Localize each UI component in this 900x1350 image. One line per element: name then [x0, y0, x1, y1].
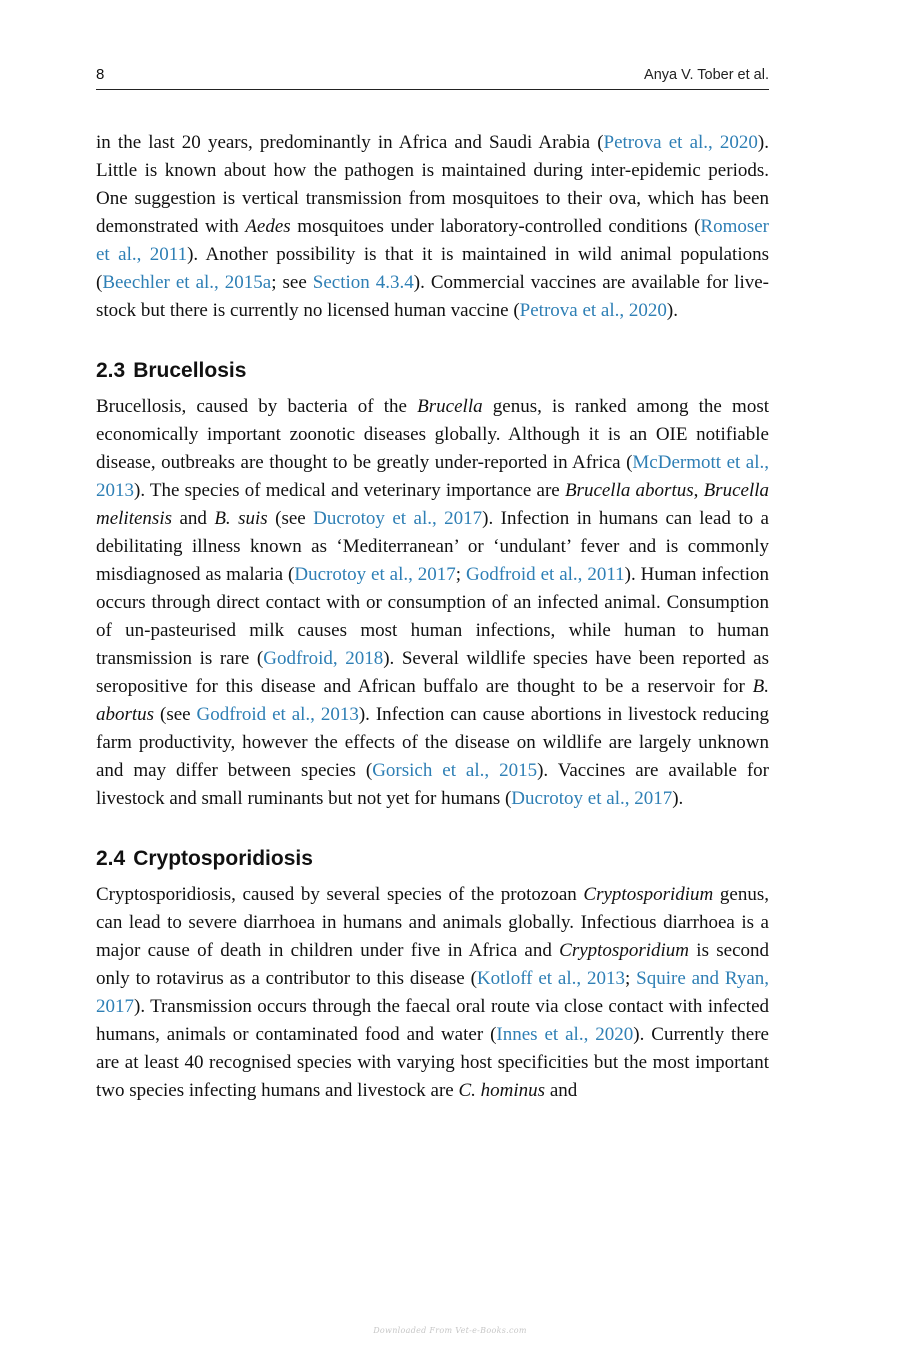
italic-species: Brucella abortus [564, 480, 694, 501]
citation-link[interactable]: Godfroid et al., 2011 [466, 564, 625, 585]
citation-link[interactable]: McDermott et al., 2013 [96, 452, 769, 501]
citation-link[interactable]: Godfroid et al., 2013 [196, 704, 359, 725]
italic-species: C. hominus [458, 1080, 546, 1101]
italic-species: B. suis [214, 508, 268, 529]
citation-link[interactable]: Beechler et al., 2015a [102, 272, 272, 293]
paragraph-rift-valley-fever-continued [96, 129, 769, 325]
body-text [96, 129, 769, 1105]
text: ). Vaccines are available for livestock and small ruminants but not yet for humans ( [96, 760, 769, 809]
running-head [96, 66, 769, 90]
section-number: 2.4 [96, 847, 126, 870]
text: Cryptosporidiosis, caused by several species of the protozoan [96, 884, 584, 905]
section-number: 2.3 [96, 359, 126, 382]
italic-genus: Aedes [245, 216, 291, 237]
text: ). Infection can cause abortions in livestock reducing farm productivity, however the effects of the disease on wildlife are largely unknown and may differ between species ( [96, 704, 770, 781]
running-head-authors: Anya V. Tober et al. [644, 67, 769, 83]
citation-link[interactable]: Innes et al., 2020 [496, 1024, 634, 1045]
section-title: Cryptosporidiosis [133, 847, 313, 870]
text: is second only to rotavirus as a contributor to this disease ( [96, 940, 770, 989]
text: ). The species of medical and veterinary importance are [134, 480, 565, 501]
italic-genus: Cryptosporidium [583, 884, 714, 905]
citation-link[interactable]: Ducrotoy et al., 2017 [511, 788, 673, 809]
text: ). Human infection occurs through direct contact with or consumption of an infected animal. Consumption of un-pasteurised milk causes most human infections, while human to human transmission is rare ( [96, 564, 769, 669]
citation-link[interactable]: Godfroid, 2018 [263, 648, 384, 669]
section-heading-cryptosporidiosis [96, 845, 769, 873]
section-link[interactable]: Section 4.3.4 [312, 272, 414, 293]
text: ). Commercial vaccines are available for livestock but there is currently no licensed human vaccine ( [96, 272, 769, 321]
text: genus, can lead to severe diarrhoea in humans and animals globally. Infectious diarrhoea is a major cause of death in children under five in Africa and [96, 884, 770, 961]
text: genus, is ranked among the most economically important zoonotic diseases globally. Although it is an OIE notifiable disease, outbreaks are thought to be greatly under-reported in Africa ( [96, 396, 769, 473]
citation-link[interactable]: Petrova et al., 2020 [603, 132, 758, 153]
italic-genus: Cryptosporidium [559, 940, 689, 961]
citation-link[interactable]: Ducrotoy et al., 2017 [313, 508, 483, 529]
text: ). Another possibility is that it is maintained in wild animal populations ( [96, 244, 769, 293]
text: Brucellosis, caused by bacteria of the [96, 396, 418, 417]
citation-link[interactable]: Squire and Ryan, 2017 [96, 968, 770, 1017]
text: ; [625, 968, 637, 989]
download-watermark: Downloaded From Vet-e-Books.com [373, 1326, 527, 1335]
text: mosquitoes under laboratory-controlled conditions ( [290, 216, 701, 237]
text: (see [154, 704, 197, 725]
citation-link[interactable]: Romoser et al., 2011 [96, 216, 770, 265]
paragraph-brucellosis [96, 393, 769, 813]
text: ; [455, 564, 466, 585]
text: ). Several wildlife species have been reported as seropositive for this disease and African buffalo are thought to be a reservoir for [96, 648, 770, 697]
text: ; see [271, 272, 313, 293]
text: ). Little is known about how the pathogen is maintained during inter-epidemic periods. One suggestion is vertical transmission from mosquitoes to their ova, which has been demonstrated with [96, 132, 769, 237]
citation-link[interactable]: Ducrotoy et al., 2017 [294, 564, 456, 585]
section-heading-brucellosis [96, 357, 769, 385]
paragraph-cryptosporidiosis [96, 881, 769, 1105]
text: in the last 20 years, predominantly in Africa and Saudi Arabia ( [96, 132, 604, 153]
italic-species: Brucella melitensis [96, 480, 770, 529]
citation-link[interactable]: Kotloff et al., 2013 [476, 968, 626, 989]
text: and [545, 1080, 578, 1101]
text: (see [267, 508, 314, 529]
italic-species: B. abortus [96, 676, 769, 725]
text: , [693, 480, 704, 501]
section-title: Brucellosis [133, 359, 247, 382]
citation-link[interactable]: Petrova et al., 2020 [519, 300, 667, 321]
italic-genus: Brucella [417, 396, 483, 417]
text: ). Infection in humans can lead to a debilitating illness known as ‘Mediterranean’ or ‘undulant’ fever and is commonly misdiagnosed as malaria ( [96, 508, 769, 585]
text: ). [666, 300, 678, 321]
text: and [172, 508, 215, 529]
citation-link[interactable]: Gorsich et al., 2015 [372, 760, 538, 781]
page-number: 8 [96, 66, 105, 83]
text: ). Currently there are at least 40 recognised species with varying host specificities but the most important two species infecting humans and livestock are [96, 1024, 769, 1101]
text: ). Transmission occurs through the faecal oral route via close contact with infected humans, animals or contaminated food and water ( [96, 996, 769, 1045]
text: ). [672, 788, 684, 809]
